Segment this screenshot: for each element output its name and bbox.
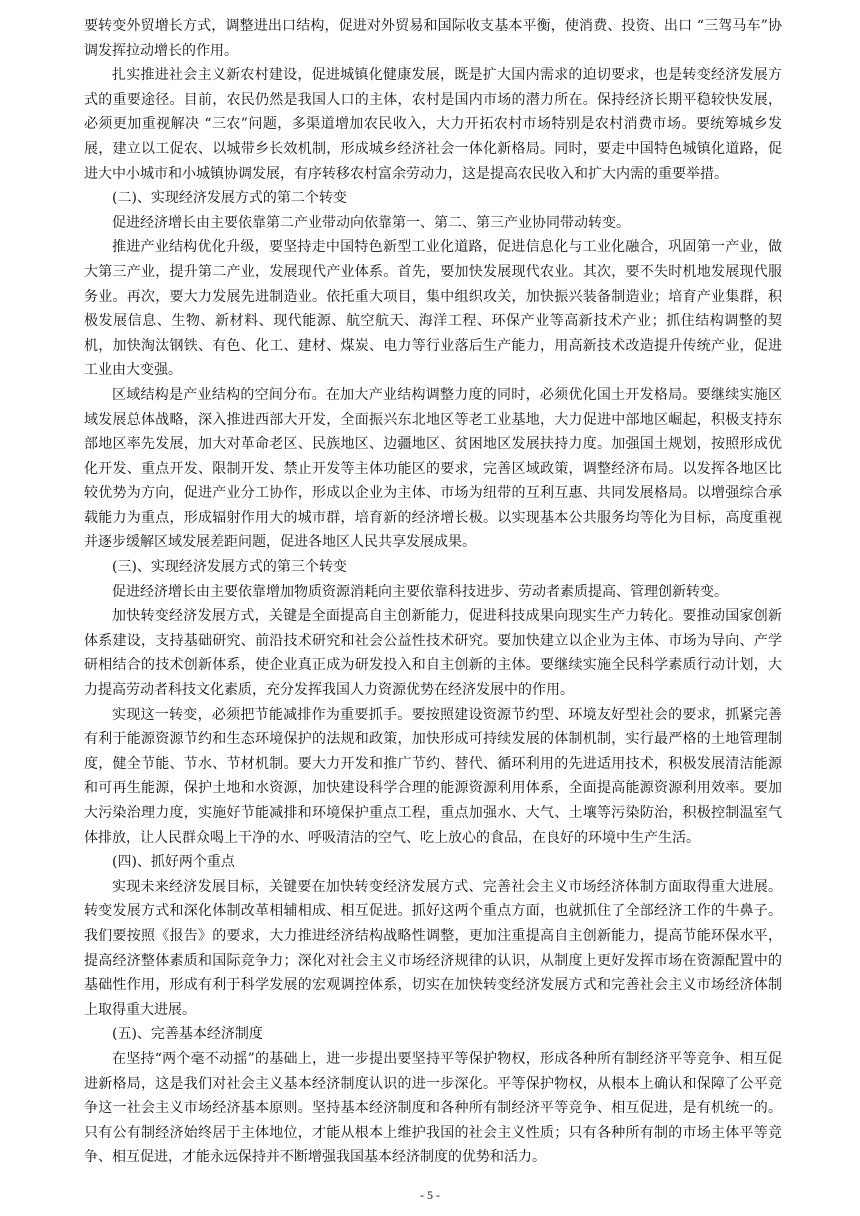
document-body	[84, 14, 782, 1170]
paragraph: 实现未来经济发展目标，关键要在加快转变经济发展方式、完善社会主义市场经济体制方面取得重大进展。转变发展方式和深化体制改革相辅相成、相互促进。抓好这两个重点方面，也就抓住了全部经济工作的牛鼻子。我们要按照《报告》的要求，大力推进经济结构战略性调整，更加注重提高自主创新能力，提高节能环保水平，提高经济整体素质和国际竞争力；深化对社会主义市场经济规律的认识，从制度上更好发挥市场在资源配置中的基础性作用，形成有利于科学发展的宏观调控体系，切实在加快转变经济发展方式和完善社会主义市场经济体制上取得重大进展。	[84, 878, 782, 1018]
paragraph: 促进经济增长由主要依靠第二产业带动向依靠第一、第二、第三产业协同带动转变。	[112, 214, 630, 231]
paragraph: 实现这一转变，必须把节能减排作为重要抓手。要按照建设资源节约型、环境友好型社会的要求，抓紧完善有利于能源资源节约和生态环境保护的法规和政策，加快形成可持续发展的体制机制，实行最严格的土地管理制度，健全节能、节水、节材机制。要大力开发和推广节约、替代、循环利用的先进适用技术，积极发展清洁能源和可再生能源，保护土地和水资源，加快建设科学合理的能源资源利用体系，全面提高能源资源利用效率。要加大污染治理力度，实施好节能减排和环境保护重点工程，重点加强水、大气、土壤等污染防治，积极控制温室气体排放，让人民群众喝上干净的水、呼吸清洁的空气、吃上放心的食品，在良好的环境中生产生活。	[84, 706, 782, 846]
paragraph: 促进经济增长由主要依靠增加物质资源消耗向主要依靠科技进步、劳动者素质提高、管理创新转变。	[112, 583, 728, 600]
paragraph: 推进产业结构优化升级，要坚持走中国特色新型工业化道路，促进信息化与工业化融合，巩固第一产业，做大第三产业，提升第二产业，发展现代产业体系。首先，要加快发展现代农业。其次，要不失时机地发展现代服务业。再次，要大力发展先进制造业。依托重大项目，集中组织攻关，加快振兴装备制造业；培育产业集群，积极发展信息、生物、新材料、现代能源、航空航天、海洋工程、环保产业等高新技术产业；抓住结构调整的契机，加快淘汰钢铁、有色、化工、建材、煤炭、电力等行业落后生产能力，用高新技术改造提升传统产业，促进工业由大变强。	[84, 239, 782, 379]
page-number: - 5 -	[420, 1188, 440, 1202]
paragraph: 区域结构是产业结构的空间分布。在加大产业结构调整力度的同时，必须优化国土开发格局。要继续实施区域发展总体战略，深入推进西部大开发，全面振兴东北地区等老工业基地，大力促进中部地区崛起，积极支持东部地区率先发展，加大对革命老区、民族地区、边疆地区、贫困地区发展扶持力度。加强国土规划，按照形成优化开发、重点开发、限制开发、禁止开发等主体功能区的要求，完善区域政策，调整经济布局。以发挥各地区比较优势为方向，促进产业分工协作，形成以企业为主体、市场为纽带的互利互惠、共同发展格局。以增强综合承载能力为重点，形成辐射作用大的城市群，培育新的经济增长极。以实现基本公共服务均等化为目标，高度重视并逐步缓解区域发展差距问题，促进各地区人民共享发展成果。	[84, 386, 782, 551]
paragraph: 要转变外贸增长方式，调整进出口结构，促进对外贸易和国际收支基本平衡，使消费、投资、出口 “三驾马车”协调发挥拉动增长的作用。	[84, 18, 782, 59]
section-heading: (三)、实现经济发展方式的第三个转变	[112, 559, 347, 576]
paragraph: 加快转变经济发展方式，关键是全面提高自主创新能力，促进科技成果向现实生产力转化。要推动国家创新体系建设，支持基础研究、前沿技术研究和社会公益性技术研究。要加快建立以企业为主体、市场为导向、产学研相结合的技术创新体系，使企业真正成为研发投入和自主创新的主体。要继续实施全民科学素质行动计划，大力提高劳动者科技文化素质，充分发挥我国人力资源优势在经济发展中的作用。	[84, 608, 782, 699]
paragraph: 扎实推进社会主义新农村建设，促进城镇化健康发展，既是扩大国内需求的迫切要求，也是转变经济发展方式的重要途径。目前，农民仍然是我国人口的主体，农村是国内市场的潜力所在。保持经济长期平稳较快发展，必须更加重视解决 “三农”问题，多渠道增加农民收入，大力开拓农村市场特别是农村消费市场。要统筹城乡发展，建立以工促农、以城带乡长效机制，形成城乡经济社会一体化新格局。同时，要走中国特色城镇化道路，促进大中小城市和小城镇协调发展，有序转移农村富余劳动力，这是提高农民收入和扩大内需的重要举措。	[84, 67, 782, 182]
paragraph: 在坚持“两个毫不动摇”的基础上，进一步提出要坚持平等保护物权，形成各种所有制经济平等竞争、相互促进新格局，这是我们对社会主义基本经济制度认识的进一步深化。平等保护物权，从根本上确认和保障了公平竞争这一社会主义市场经济基本原则。坚持基本经济制度和各种所有制经济平等竞争、相互促进，是有机统一的。只有公有制经济始终居于主体地位，才能从根本上维护我国的社会主义性质；只有各种所有制的市场主体平等竞争、相互促进，才能永远保持并不断增强我国基本经济制度的优势和活力。	[84, 1050, 782, 1166]
section-heading: (四)、抓好两个重点	[112, 854, 235, 871]
section-heading: (二)、实现经济发展方式的第二个转变	[112, 190, 347, 207]
section-heading: (五)、完善基本经济制度	[112, 1026, 263, 1043]
